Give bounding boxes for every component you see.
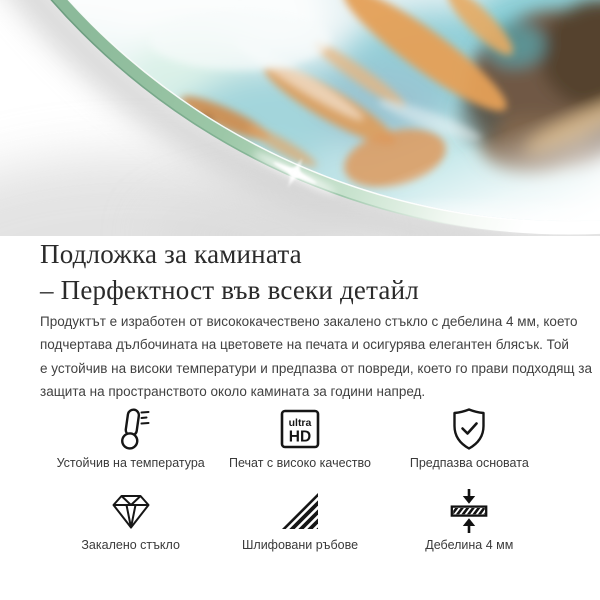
ultra-text: ultra bbox=[288, 416, 312, 429]
page-title-line2: – Перфектност във всеки детайл bbox=[40, 275, 419, 305]
feature-grid bbox=[46, 406, 554, 553]
description-line: подчертава дълбочината на цветовете на печата и осигурява елегантен блясък. Той bbox=[40, 337, 569, 353]
feature-label: Предпазва основата bbox=[409, 455, 529, 470]
page-title-line1: Подложка за камината bbox=[40, 239, 302, 269]
description-line: е устойчив на високи температури и предпазва от повреди, което го прави подходящ за bbox=[40, 360, 592, 376]
ultra-hd-icon bbox=[277, 406, 323, 452]
glass-mat-illustration bbox=[0, 0, 600, 236]
page-title bbox=[40, 236, 560, 308]
product-info-section bbox=[0, 236, 600, 553]
shield-check-icon bbox=[446, 406, 492, 452]
description-line: Продуктът е изработен от висококачествено закалено стъкло с дебелина 4 мм, което bbox=[40, 314, 578, 329]
feature-label: Дебелина 4 мм bbox=[425, 537, 514, 552]
thickness-4mm-icon bbox=[446, 488, 492, 534]
feature-label: Печат с високо качество bbox=[229, 455, 371, 470]
feature-label: Шлифовани ръбове bbox=[241, 537, 359, 552]
polished-edges-icon bbox=[277, 488, 323, 534]
product-description bbox=[40, 310, 592, 404]
hd-text: HD bbox=[288, 428, 312, 446]
description-line: защита на пространството около камината за години напред. bbox=[40, 384, 426, 400]
feature-base-protection bbox=[385, 406, 554, 471]
diamond-icon bbox=[108, 488, 154, 534]
feature-polished-edges bbox=[215, 488, 384, 553]
feature-label: Устойчив на температура bbox=[56, 455, 205, 470]
thermometer-icon bbox=[108, 406, 154, 452]
feature-thickness bbox=[385, 488, 554, 553]
feature-temperature bbox=[46, 406, 215, 471]
product-hero-image bbox=[0, 0, 600, 236]
feature-tempered-glass bbox=[46, 488, 215, 553]
feature-label: Закалено стъкло bbox=[81, 537, 180, 552]
feature-print-quality bbox=[215, 406, 384, 471]
